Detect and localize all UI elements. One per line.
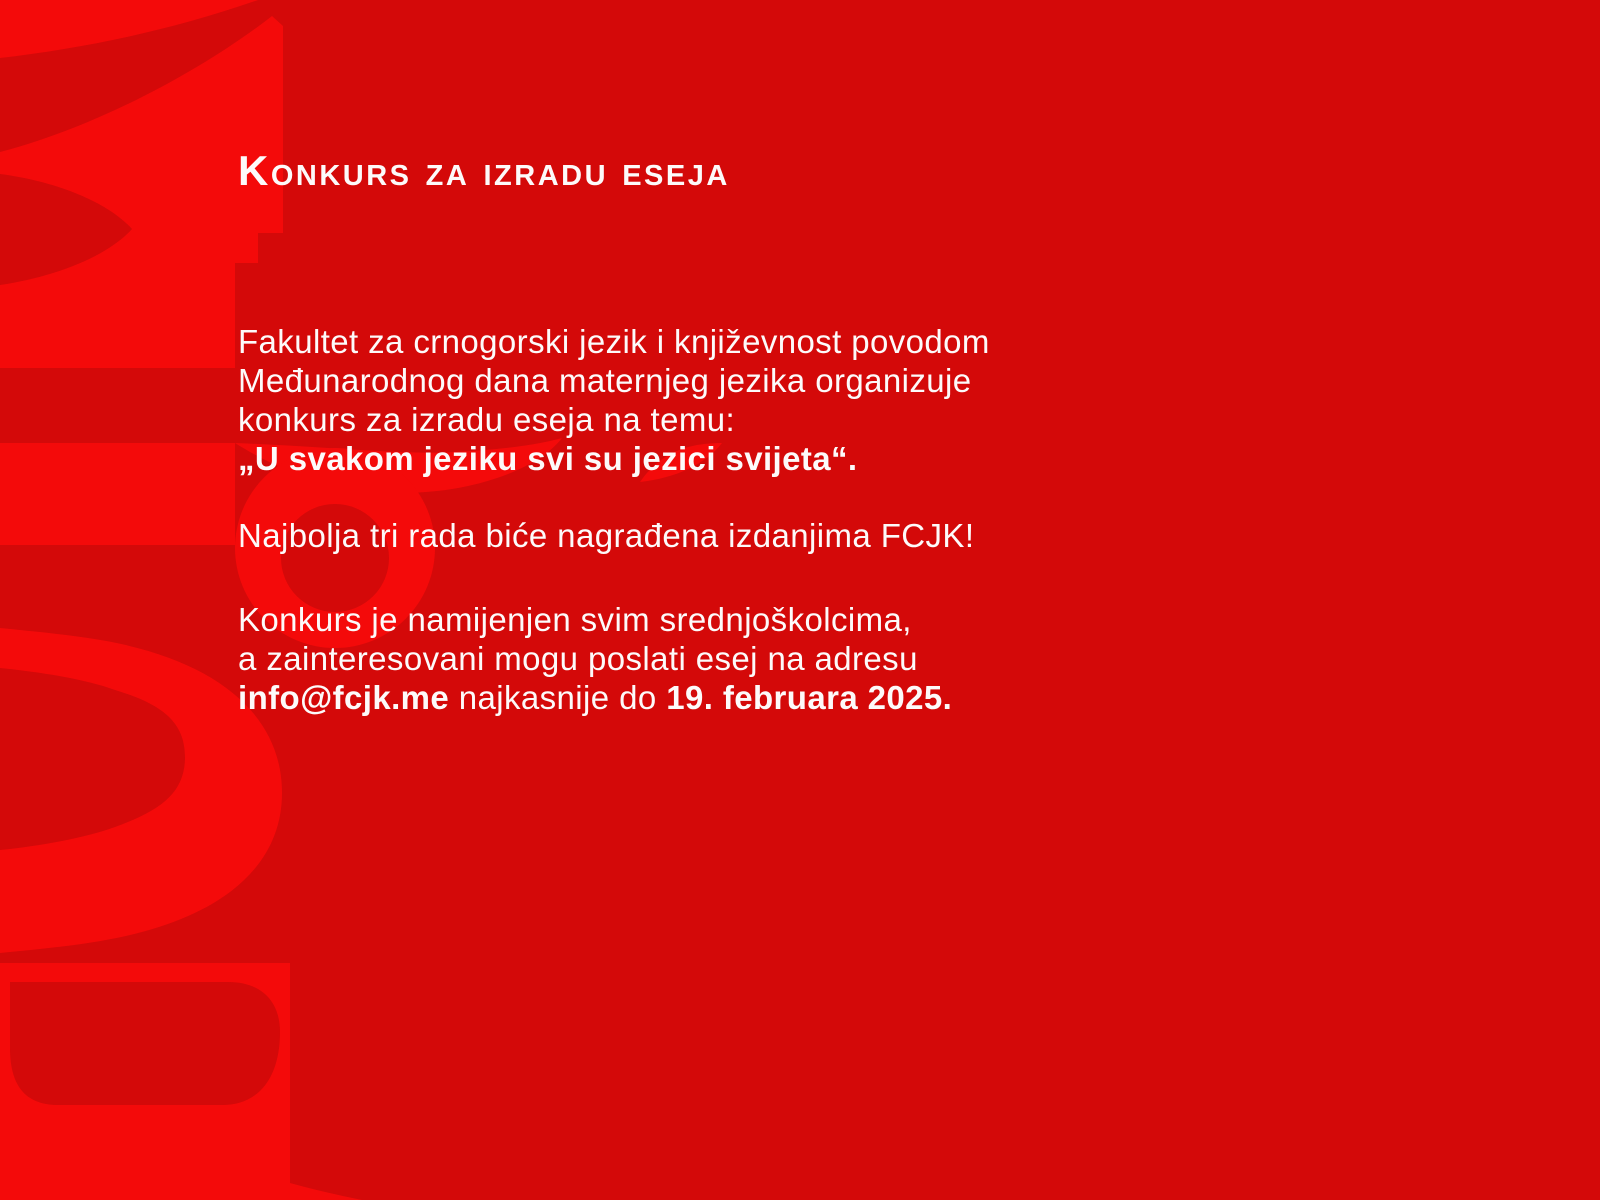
watermark-bottom-hole <box>10 982 280 1105</box>
contact-email: info@fcjk.me <box>238 679 450 716</box>
award-paragraph <box>238 516 1338 555</box>
watermark-foot <box>290 1183 362 1200</box>
essay-theme: „U svakom jeziku svi su jezici svijeta“. <box>238 440 858 477</box>
deadline-date: 19. februara 2025. <box>666 679 953 716</box>
award-line: Najbolja tri rada biće nagrađena izdanjima FCJK! <box>238 517 975 554</box>
apply-line-2: a zainteresovani mogu poslati esej na adresu <box>238 640 918 677</box>
apply-line-3-middle: najkasnije do <box>458 679 657 716</box>
apply-paragraph <box>238 600 1338 717</box>
watermark-top-wedge <box>0 0 258 58</box>
intro-line-1: Fakultet za crnogorski jezik i književnost povodom <box>238 323 990 360</box>
poster-body <box>238 322 1338 717</box>
poster-heading: Konkurs za izradu eseja <box>238 147 730 194</box>
apply-line-3 <box>238 678 1338 717</box>
intro-paragraph <box>238 322 1338 478</box>
intro-line-3: konkurs za izradu eseja na temu: <box>238 401 736 438</box>
intro-line-2: Međunarodnog dana maternjeg jezika organizuje <box>238 362 972 399</box>
apply-line-1: Konkurs je namijenjen svim srednjoškolcima, <box>238 601 912 638</box>
watermark-mid-band <box>0 443 235 545</box>
